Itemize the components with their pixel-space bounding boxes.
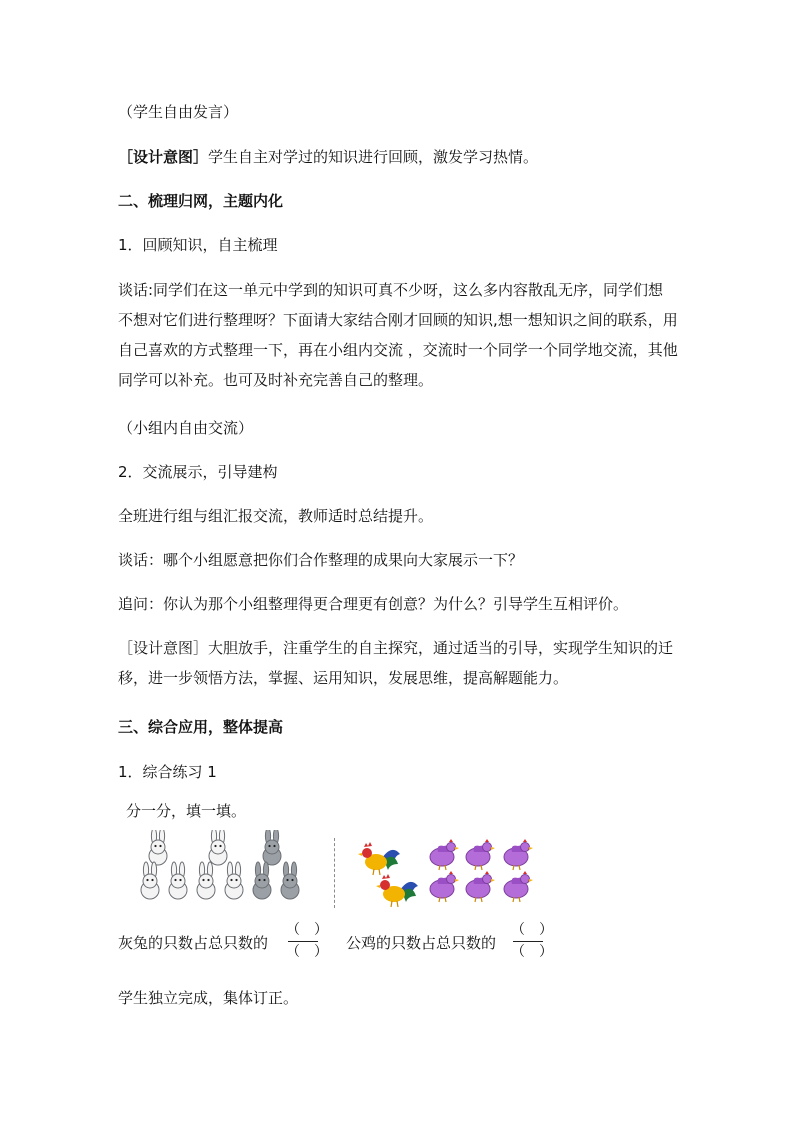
closing-note: 学生独立完成，集体订正。 xyxy=(118,989,299,1007)
rooster-icon xyxy=(358,842,400,875)
fraction-denominator: （ ） xyxy=(511,944,553,960)
question-rooster: 公鸡的只数占总只数的 xyxy=(346,934,497,952)
rabbits-illustration xyxy=(136,830,316,912)
exercise-instruction: 分一分，填一填。 xyxy=(126,802,247,820)
white-rabbit-icon xyxy=(169,862,187,899)
class-report-text: 全班进行组与组汇报交流，教师适时总结提升。 xyxy=(118,507,434,525)
talk-paragraph-2: 谈话：哪个小组愿意把你们合作整理的成果向大家展示一下？ xyxy=(118,551,524,569)
free-speech-note: （学生自由发言） xyxy=(118,103,239,121)
white-rabbit-icon xyxy=(141,862,159,899)
hen-icon xyxy=(504,871,533,902)
section-2-heading: 二、梳理归网，主题内化 xyxy=(118,192,284,210)
hen-icon xyxy=(430,839,459,870)
section-3-step-1: 1．综合练习 1 xyxy=(118,763,217,781)
white-rabbit-icon xyxy=(197,862,215,899)
fraction-answer-rooster[interactable] xyxy=(511,922,553,962)
talk-paragraph-1: 谈话:同学们在这一单元中学到的知识可真不少呀，这么多内容散乱无序，同学们想不想对它们进行整理呀？下面请大家结合刚才回顾的知识,想一想知识之间的联系，用自己喜欢的方式整理一下，再在小组内交流 ，交流时一个同学一个同学地交流，其他同学可以补充。也可及时补充完善自己的整理。 xyxy=(118,281,678,389)
group-talk-note: （小组内自由交流） xyxy=(118,419,254,437)
follow-up-question: 追问：你认为那个小组整理得更合理更有创意？为什么？引导学生互相评价。 xyxy=(118,595,629,613)
white-rabbit-icon xyxy=(225,862,243,899)
section-2-step-1: 1．回顾知识，自主梳理 xyxy=(118,236,278,254)
design-intent-text: 学生自主对学过的知识进行回顾，激发学习热情。 xyxy=(208,148,539,166)
fraction-numerator: （ ） xyxy=(511,922,553,938)
white-rabbit-icon xyxy=(209,830,227,865)
design-intent-label: ［设计意图］ xyxy=(118,148,209,166)
design-intent-label: ［设计意图］ xyxy=(118,639,209,657)
hen-icon xyxy=(430,871,459,902)
fraction-answer-rabbit[interactable] xyxy=(286,922,328,962)
gray-rabbit-icon xyxy=(263,830,281,865)
design-intent-2 xyxy=(118,633,678,693)
gray-rabbit-icon xyxy=(253,862,271,899)
hen-icon xyxy=(504,839,533,870)
fraction-bar xyxy=(513,941,543,942)
fraction-bar xyxy=(288,941,318,942)
gray-rabbit-icon xyxy=(281,862,299,899)
section-2-step-2: 2．交流展示，引导建构 xyxy=(118,463,278,481)
rooster-icon xyxy=(376,874,418,907)
hen-icon xyxy=(466,871,495,902)
chickens-illustration xyxy=(356,834,546,908)
fraction-numerator: （ ） xyxy=(286,922,328,938)
design-intent-1 xyxy=(118,147,538,167)
fraction-denominator: （ ） xyxy=(286,944,328,960)
design-intent-text: 大胆放手，注重学生的自主探究，通过适当的引导，实现学生知识的迁移，进一步领悟方法，掌握、运用知识，发展思维，提高解题能力。 xyxy=(118,639,674,687)
white-rabbit-icon xyxy=(149,830,167,865)
hen-icon xyxy=(466,839,495,870)
section-3-heading: 三、综合应用，整体提高 xyxy=(118,718,284,736)
question-rabbit: 灰兔的只数占总只数的 xyxy=(118,934,269,952)
figure-divider xyxy=(334,838,335,908)
